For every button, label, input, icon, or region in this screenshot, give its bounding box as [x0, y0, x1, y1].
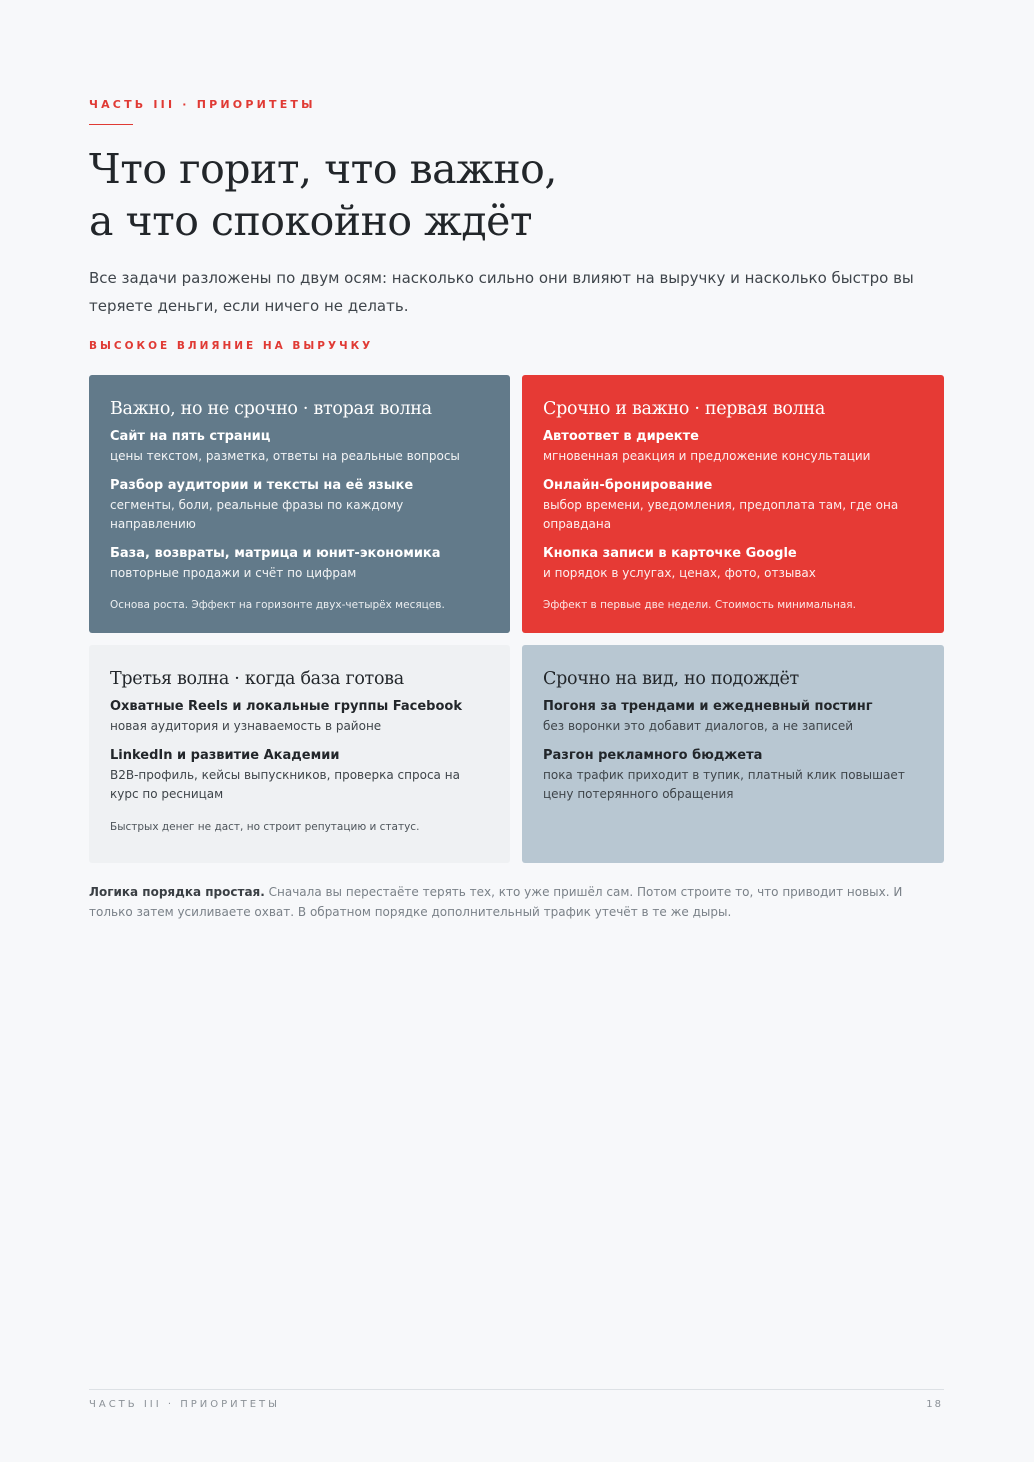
item-description: сегменты, боли, реальные фразы по каждому направлению: [110, 498, 404, 531]
list-item: [543, 746, 923, 804]
footnote: [89, 882, 949, 922]
lead-paragraph: Все задачи разложены по двум осям: насколько сильно они влияют на выручку и насколько быстро вы теряете деньги, если ничего не делать.: [89, 269, 914, 315]
kicker-divider: [89, 124, 133, 125]
item-description: B2B-профиль, кейсы выпускников, проверка спроса на курс по ресницам: [110, 768, 460, 801]
list-item: [110, 697, 489, 736]
item-title: Погоня за трендами и ежедневный постинг: [543, 699, 873, 714]
item-description: мгновенная реакция и предложение консультации: [543, 449, 871, 463]
list-item: [110, 427, 489, 466]
quadrant-title: Важно, но не срочно · вторая волна: [110, 399, 432, 419]
page-number: 18: [926, 1399, 943, 1410]
page-title: [89, 143, 557, 247]
quadrant-note: Быстрых денег не даст, но строит репутацию и статус.: [110, 821, 420, 833]
list-item: [110, 476, 489, 534]
list-item: [543, 697, 923, 736]
quadrant-note: Основа роста. Эффект на горизонте двух-четырёх месяцев.: [110, 599, 445, 611]
quadrant-title: Срочно и важно · первая волна: [543, 399, 825, 419]
quadrant-third-wave: [89, 645, 510, 863]
list-item: [543, 544, 923, 583]
list-item: [110, 746, 489, 804]
item-title: Разгон рекламного бюджета: [543, 748, 763, 763]
page-title-line-2: а что спокойно ждёт: [89, 197, 533, 245]
axis-label-high-impact: ВЫСОКОЕ ВЛИЯНИЕ НА ВЫРУЧКУ: [89, 340, 374, 352]
item-title: LinkedIn и развитие Академии: [110, 748, 340, 763]
item-title: База, возвраты, матрица и юнит-экономика: [110, 546, 441, 561]
quadrant-important-not-urgent: [89, 375, 510, 633]
footnote-text: Сначала вы перестаёте терять тех, кто уже пришёл сам. Потом строите то, что приводит новых. И только затем усиливаете охват. В обратном порядке дополнительный трафик утечёт в те же дыры.: [89, 885, 903, 919]
item-title: Охватные Reels и локальные группы Facebook: [110, 699, 462, 714]
list-item: [110, 544, 489, 583]
item-description: повторные продажи и счёт по цифрам: [110, 566, 357, 580]
item-title: Онлайн-бронирование: [543, 478, 713, 493]
item-description: пока трафик приходит в тупик, платный клик повышает цену потерянного обращения: [543, 768, 905, 801]
footer-divider: [89, 1389, 944, 1390]
section-kicker: ЧАСТЬ III · ПРИОРИТЕТЫ: [89, 98, 316, 111]
item-description: без воронки это добавит диалогов, а не записей: [543, 719, 854, 733]
footer-section-label: ЧАСТЬ III · ПРИОРИТЕТЫ: [89, 1399, 280, 1410]
item-description: и порядок в услугах, ценах, фото, отзывах: [543, 566, 816, 580]
list-item: [543, 476, 923, 534]
item-description: цены текстом, разметка, ответы на реальные вопросы: [110, 449, 460, 463]
quadrant-note: Эффект в первые две недели. Стоимость минимальная.: [543, 599, 856, 611]
item-title: Автоответ в директе: [543, 429, 699, 444]
quadrant-urgent-important: [522, 375, 944, 633]
item-description: новая аудитория и узнаваемость в районе: [110, 719, 382, 733]
footnote-lead: Логика порядка простая.: [89, 885, 265, 899]
item-title: Разбор аудитории и тексты на её языке: [110, 478, 414, 493]
item-title: Сайт на пять страниц: [110, 429, 271, 444]
item-title: Кнопка записи в карточке Google: [543, 546, 797, 561]
quadrant-title: Третья волна · когда база готова: [110, 669, 404, 689]
item-description: выбор времени, уведомления, предоплата там, где она оправдана: [543, 498, 899, 531]
page-title-line-1: Что горит, что важно,: [89, 145, 557, 193]
quadrant-title: Срочно на вид, но подождёт: [543, 669, 799, 689]
list-item: [543, 427, 923, 466]
quadrant-looks-urgent-can-wait: [522, 645, 944, 863]
